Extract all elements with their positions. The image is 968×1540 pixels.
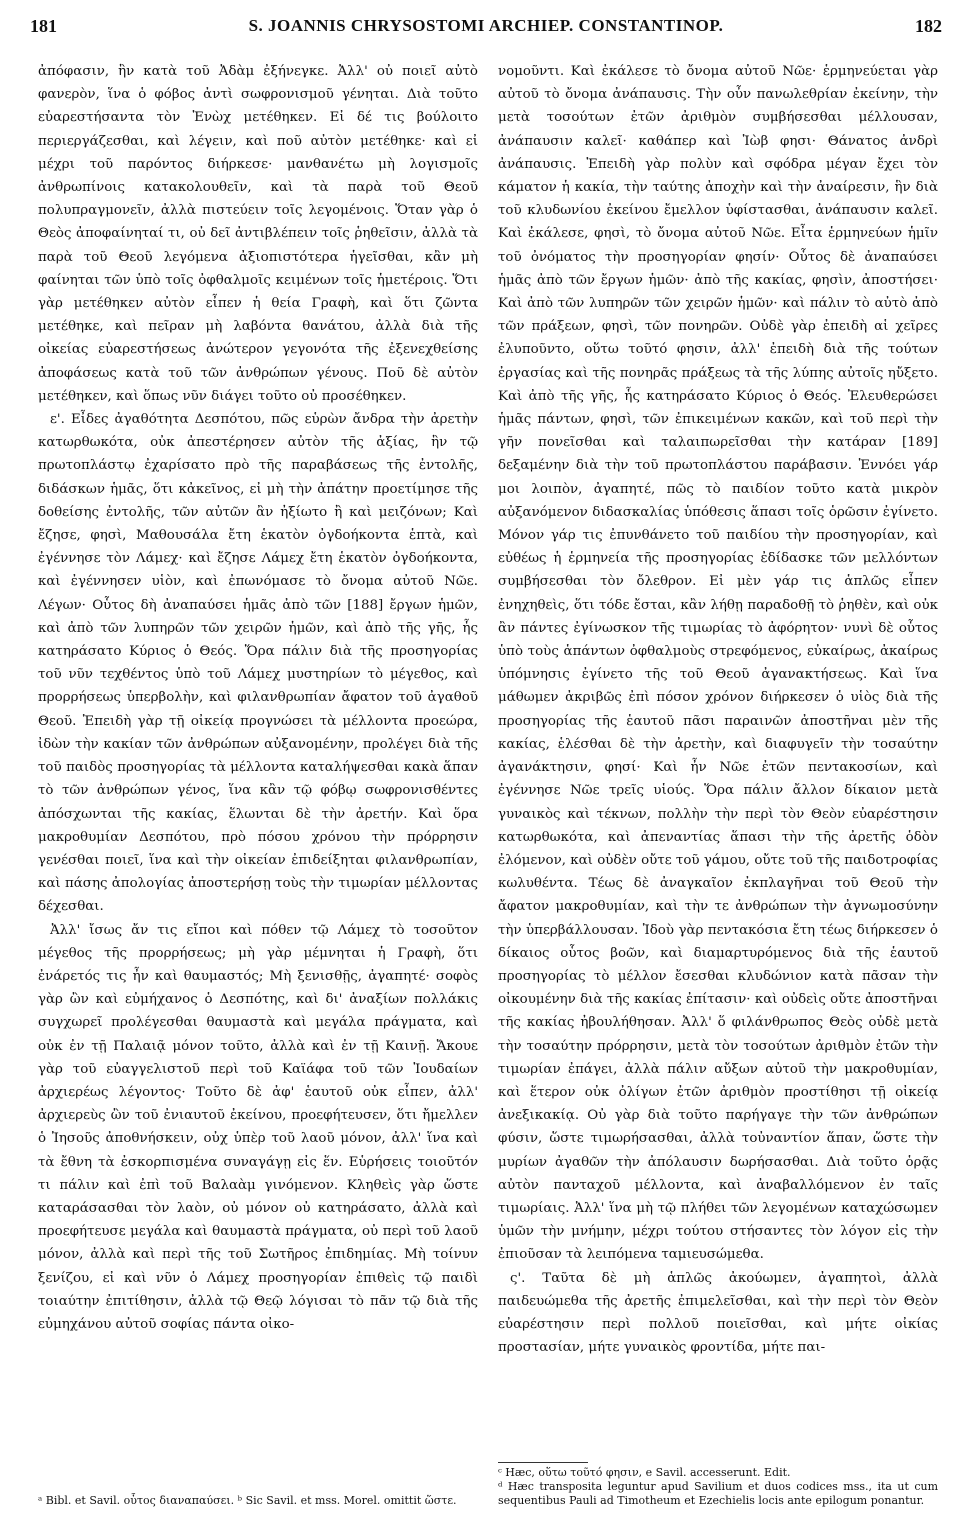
page-number-right: 182 (915, 16, 942, 36)
footnote: ᶜ Hæc, οὕτω τοῦτό φησιν, e Savil. accesserunt. Edit. (498, 1466, 791, 1479)
running-title: S. JOANNIS CHRYSOSTOMI ARCHIEP. CONSTANTINOP. (248, 16, 724, 35)
page-number-left: 181 (30, 16, 57, 36)
footnote: ᵃ Bibl. et Savil. οὗτος διαναπαύσει. ᵇ Sic Savil. et mss. Morel. omittit ὥστε. (38, 1494, 457, 1507)
paragraph: νομοῦντι. Καὶ ἐκάλεσε τὸ ὄνομα αὐτοῦ Νῶε· ἑρμηνεύεται γὰρ αὐτοῦ τὸ ὄνομα ἀνάπαυσις. Τὴν οὖν πανωλεθρίαν ἐκείνην, τὴν μετὰ τοσούτων ἐτῶν ἀριθμὸν συμβήσεσθαι μέλλουσαν, ἀνάπαυσιν καλεῖ· καθάπερ καὶ Ἰὼβ φησι· Θάνατος ἀνδρὶ ἀνάπαυσις. Ἐπειδὴ γὰρ πολὺν καὶ σφόδρα μέγαν ἔχει τὸν κάματον ἡ κακία, τὴν ταύτης ἀποχὴν καὶ τὴν ἀναίρεσιν, ἣν διὰ τοῦ κλυδωνίου ἐκείνου ἔμελλον ὑφίστασθαι, ἀνάπαυσιν καλεῖ. Καὶ ἐκάλεσε, φησὶ, τὸ ὄνομα αὐτοῦ Νῶε. Εἶτα ἑρμηνεύων ἡμῖν τοῦ ὀνόματος τὴν προσηγορίαν φησίν· Οὗτος δὲ ἀναπαύσει ἡμᾶς ἀπὸ τῶν ἔργων ἡμῶν· ἀπὸ τῆς κακίας, φησὶν, ἀποστήσει· Καὶ ἀπὸ τῶν λυπηρῶν τῶν χειρῶν ἡμῶν· καὶ πάλιν τὸ αὐτὸ ἀπὸ τῶν πράξεων, φησὶ, τῶν πονηρῶν. Οὐδὲ γὰρ ἐπειδὴ αἱ χεῖρες ἐλυποῦντο, οὕτω τοῦτό φησιν, ἀλλ' ἐπειδὴ διὰ τῆς τούτων ἐργασίας καὶ τῆς πονηρᾶς πράξεως τὰ τῆς λύπης αὐτοῖς ηὔξετο. Καὶ ἀπὸ τῆς γῆς, ἧς κατηράσατο Κύριος ὁ Θεός. Ἐλευθερώσει ἡμᾶς πάντων, φησὶ, τῶν ἐπικειμένων κακῶν, καὶ τοῦ περὶ τὴν γῆν πονεῖσθαι καὶ ταλαιπωρεῖσθαι τὴν κατάραν [189] δεξαμένην διὰ τὴν τοῦ πρωτοπλάστου παράβασιν. Ἐννόει γάρ μοι λοιπὸν, ἀγαπητέ, πῶς τὸ παιδίον τοῦτο κατὰ μικρὸν αὐξανόμενον διδασκαλίας ὑπόθεσις ἅπασι τοῖς ὁρῶσιν ἐγίνετο. Μόνον γάρ τις ἐπυνθάνετο τοῦ παιδίου τὴν προσηγορίαν, καὶ εὐθέως ἡ ἑρμηνεία τῆς προσηγορίας ἐδίδασκε τῶν μελλόντων συμβήσεσθαι τὸν ὄλεθρον. Εἰ μὲν γάρ τις ἁπλῶς εἶπεν ἐνηχηθεὶς, ὅτι τόδε ἔσται, κἂν λήθῃ παραδοθῇ τὸ ῥηθὲν, καὶ οὐκ ἂν πάντες ἐγίνωσκον τῆς τιμωρίας τὸ ἀφόρητον· νυνὶ δὲ οὗτος ὑπὸ τοὺς ἁπάντων ὀφθαλμοὺς στρεφόμενος, εὐκαίρως, ἀκαίρως ὑπόμνησις ἐγίνετο τῆς τοῦ Θεοῦ ἀγανακτήσεως. Καὶ ἵνα μάθωμεν ἀκριβῶς ἐπὶ πόσον χρόνον διήρκεσεν ὁ υἱὸς διὰ τῆς προσηγορίας τῆς ἑαυτοῦ πᾶσι παραινῶν ἀποστῆναι μὲν τῆς κακίας, ἑλέσθαι δὲ τὴν ἀρετὴν, καὶ διαφυγεῖν τὴν τοσαύτην ἀγανάκτησιν, φησί· Καὶ ἦν Νῶε ἐτῶν πεντακοσίων, καὶ ἐγέννησε Νῶε τρεῖς υἱούς. Ὅρα πάλιν ἄλλον δίκαιον μετὰ γυναικὸς καὶ τέκνων, πολλὴν τὴν περὶ τὸν Θεὸν εὐαρέστησιν κατωρθωκότα, καὶ ἀπεναντίας ἅπασι τὴν τῆς ἀρετῆς ὁδὸν ἐλόμενον, καὶ οὐδὲν οὔτε τοῦ γάμου, οὔτε τοῦ τῆς παιδοτροφίας κωλυθέντα. Τέως δὲ ἀναγκαῖον ἐκπλαγῆναι τοῦ Θεοῦ τὴν ἄφατον μακροθυμίαν, καὶ τὴν τε ἀνθρώπων τὴν ἀγνωμοσύνην τὴν ὑπερβάλλουσαν. Ἰδοὺ γὰρ πεντακόσια ἔτη τέως διήρκεσεν ὁ δίκαιος οὗτος βοῶν, καὶ διαμαρτυρόμενος διὰ τῆς ἑαυτοῦ προσηγορίας τὸ μέλλον ἔσεσθαι κλυδώνιον κατὰ πᾶσαν τὴν οἰκουμένην διὰ τῆς κακίας ἐπίτασιν· καὶ οὐδεὶς οὔτε ἀποστῆναι τῆς κακίας ἠβουλήθησαν. Ἀλλ' ὅ φιλάνθρωπος Θεὸς οὐδὲ μετὰ τὴν τοσαύτην πρόρρησιν, μετὰ τὸν τοσούτων ἀριθμὸν ἐτῶν τὴν τιμωρίαν ἐπάγει, ἀλλὰ πάλιν αὔξων αὐτοῦ τὴν μακροθυμίαν, καὶ ἕτερον οὐκ ὀλίγων ἐτῶν ἀριθμὸν προστίθησι τῇ οἰκείᾳ ἀνεξικακίᾳ. Οὐ γὰρ διὰ τοῦτο παρήγαγε τὴν τῶν ἀνθρώπων φύσιν, ὥστε τιμωρήσασθαι, ἀλλὰ τοὐναντίον ἅπαν, ὥστε τὴν μυρίων ἀγαθῶν τὴν ἀπόλαυσιν δωρήσασθαι. Διὰ τοῦτο ὁρᾷς αὐτὸν πανταχοῦ μέλλοντα, καὶ ἀναβαλλόμενον ἐν ταῖς τιμωρίαις. Ἀλλ' ἵνα μὴ τῷ πλήθει τῶν λεγομένων καταχώσωμεν ὑμῶν τὴν μνήμην, μέχρι τούτου στήσαντες τὸν λόγον εἰς τὴν ἐπιοῦσαν τὰ λειπόμενα ταμιευσώμεθα. (498, 64, 938, 1263)
right-column (498, 60, 938, 1470)
footnotes-right (498, 1466, 938, 1508)
paragraph: ε'. Εἶδες ἀγαθότητα Δεσπότου, πῶς εὑρὼν ἄνδρα τὴν ἀρετὴν κατωρθωκότα, οὐκ ἀπεστέρησεν αὐτὸν τῆς ἀξίας, ἣν τῷ πρωτοπλάστῳ ἐχαρίσατο πρὸ τῆς παραβάσεως τῆς ἐντολῆς, διδάσκων ἡμᾶς, ὅτι κἀκεῖνος, εἰ μὴ τὴν ἀπάτην προετίμησε τῆς δοθείσης ἐντολῆς, τῶν αὐτῶν ἂν ἠξίωτο ἢ καὶ μειζόνων; Καὶ ἔζησε, φησὶ, Μαθουσάλα ἔτη ἑκατὸν ὀγδοήκοντα ἑπτὰ, καὶ ἐγέννησε τὸν Λάμεχ· καὶ ἔζησε Λάμεχ ἔτη ἑκατὸν ὀγδοήκοντα, καὶ ἐγέννησεν υἱὸν, καὶ ἐπωνόμασε τὸ ὄνομα αὐτοῦ Νῶε. Λέγων· Οὗτος δὴ ἀναπαύσει ἡμᾶς ἀπὸ τῶν [188] ἔργων ἡμῶν, καὶ ἀπὸ τῶν λυπηρῶν τῶν χειρῶν ἡμῶν, καὶ ἀπὸ τῆς γῆς, ἧς κατηράσατο Κύριος ὁ Θεός. Ὅρα πάλιν διὰ τῆς προσηγορίας τοῦ νῦν τεχθέντος ὑπὸ τοῦ Λάμεχ μυστηρίων τὸ μέγεθος, καὶ προρρήσεως ὑπερβολὴν, καὶ φιλανθρωπίαν ἄφατον τοῦ ἀγαθοῦ Θεοῦ. Ἐπειδὴ γὰρ τῇ οἰκείᾳ προγνώσει τὰ μέλλοντα προεώρα, ἰδὼν τὴν κακίαν τῶν ἀνθρώπων αὐξανομένην, προλέγει διὰ τῆς τοῦ παιδὸς προσηγορίας τὰ μέλλοντα καταλήψεσθαι κακὰ ἅπαν τὸ τῶν ἀνθρώπων γένος, ἵνα κἂν τῷ φόβῳ σωφρονισθέντες ἀπόσχωνται τῆς κακίας, ἕλωνται δὲ τὴν ἀρετήν. Καὶ ὅρα μακροθυμίαν Δεσπότου, πρὸ πόσου χρόνου τὴν πρόρρησιν γενέσθαι ποιεῖ, ἵνα καὶ τὴν οἰκείαν ἐπιδείξηται φιλανθρωπίαν, καὶ πάσης ἀπολογίας ἀποστερήσῃ τοὺς τὴν τιμωρίαν μέλλοντας δέχεσθαι. (38, 412, 478, 915)
footnote: ᵈ Hæc transposita leguntur apud Savilium et duos codices mss., ita ut cum sequentibus Pauli ad Timotheum et Ezechielis locis ante epilogum ponantur. (498, 1480, 938, 1507)
left-column (38, 60, 478, 1470)
footnotes-left (38, 1494, 478, 1508)
paragraph: ς'. Ταῦτα δὲ μὴ ἁπλῶς ἀκούωμεν, ἀγαπητοὶ, ἀλλὰ παιδευώμεθα τῆς ἀρετῆς ἐπιμελεῖσθαι, καὶ τὴν περὶ τὸν Θεὸν εὐαρέστησιν περὶ πολλοῦ ποιεῖσθαι, καὶ μήτε οἰκίας προστασίαν, μήτε γυναικὸς φροντίδα, μήτε παι- (498, 1270, 938, 1356)
paragraph: ἀπόφασιν, ἣν κατὰ τοῦ Ἀδὰμ ἐξήνεγκε. Ἀλλ' οὐ ποιεῖ αὐτὸ φανερὸν, ἵνα ὁ φόβος ἀντὶ σωφρονισμοῦ γένηται. Διὰ τοῦτο εὐαρεστήσαντα τὸν Ἐνὼχ μετέθηκεν. Εἰ δέ τις βούλοιτο περιεργάζεσθαι, καὶ λέγειν, καὶ ποῦ αὐτὸν μετέθηκε· καὶ εἰ μέχρι τοῦ παρόντος διήρκεσε· μανθανέτω μὴ λογισμοῖς ἀνθρωπίνοις κατακολουθεῖν, καὶ τὰ παρὰ τοῦ Θεοῦ πολυπραγμονεῖν, ἀλλὰ πιστεύειν τοῖς λεγομένοις. Ὅταν γὰρ ὁ Θεὸς ἀποφαίνηταί τι, οὐ δεῖ ἀντιβλέπειν τοῖς ῥηθεῖσιν, ἀλλὰ τὰ παρὰ τοῦ Θεοῦ λεγόμενα ἀξιοπιστότερα ἡγεῖσθαι, κἂν μὴ φαίνηται τῶν ὑπὸ τοῖς ὀφθαλμοῖς κειμένων τοῖς ἡμετέροις. Ὅτι γὰρ μετέθηκεν αὐτὸν εἶπεν ἡ θεία Γραφὴ, καὶ ὅτι ζῶντα μετέθηκε, καὶ πεῖραν μὴ λαβόντα θανάτου, ἀλλὰ διὰ τῆς οἰκείας εὐαρεστήσεως ἀνώτερον γεγονότα τῆς ἐξενεχθείσης ἀποφάσεως κατὰ τοῦ τῶν ἀνθρώπων γένους. Ποῦ δὲ αὐτὸν μετέθηκεν, καὶ ὅπως νῦν διάγει τοῦτο οὐ προσέθηκεν. (38, 64, 478, 404)
paragraph: Ἀλλ' ἴσως ἄν τις εἴποι καὶ πόθεν τῷ Λάμεχ τὸ τοσοῦτον μέγεθος τῆς προρρήσεως; μὴ γὰρ μέμνηται ἡ Γραφὴ, ὅτι ἐνάρετός τις ἦν καὶ θαυμαστός; Μὴ ξενισθῇς, ἀγαπητέ· σοφὸς γὰρ ὢν καὶ εὐμήχανος ὁ Δεσπότης, καὶ δι' ἀναξίων πολλάκις συγχωρεῖ προλέγεσθαι θαυμαστὰ καὶ μεγάλα πράγματα, καὶ οὐκ ἐν τῇ Παλαιᾷ μόνον τοῦτο, ἀλλὰ καὶ ἐν τῇ Καινῇ. Ἄκουε γὰρ τοῦ εὐαγγελιστοῦ περὶ τοῦ Καϊάφα τοῦ τῶν Ἰουδαίων ἀρχιερέως λέγοντος· Τοῦτο δὲ ἀφ' ἑαυτοῦ οὐκ εἶπεν, ἀλλ' ἀρχιερεὺς ὢν τοῦ ἐνιαυτοῦ ἐκείνου, προεφήτευσεν, ὅτι ἤμελλεν ὁ Ἰησοῦς ἀποθνήσκειν, οὐχ ὑπὲρ τοῦ λαοῦ μόνον, ἀλλ' ἵνα καὶ τὰ ἔθνη τὰ ἐσκορπισμένα συναγάγῃ εἰς ἕν. Εὑρήσεις τοιοῦτόν τι πάλιν καὶ ἐπὶ τοῦ Βαλαὰμ γινόμενον. Κληθεὶς γὰρ ὥστε καταράσασθαι τὸν λαὸν, οὐ μόνον οὐ κατηράσατο, ἀλλὰ καὶ προεφήτευσε μεγάλα καὶ θαυμαστὰ πράγματα, οὐ περὶ τοῦ λαοῦ μόνον, ἀλλὰ καὶ περὶ τῆς τοῦ Σωτῆρος ἐπιδημίας. Μὴ τοίνυν ξενίζου, εἰ καὶ νῦν ὁ Λάμεχ προσηγορίαν ἐπιθεὶς τῷ παιδὶ τοιαύτην ἐπιτίθησιν, ἀλλὰ τῷ Θεῷ λόγισαι τὸ πᾶν τῷ διὰ τῆς εὐμηχάνου αὐτοῦ σοφίας πάντα οἰκο- (38, 922, 478, 1332)
footnote-rule (498, 1462, 588, 1463)
page-header (30, 6, 942, 46)
